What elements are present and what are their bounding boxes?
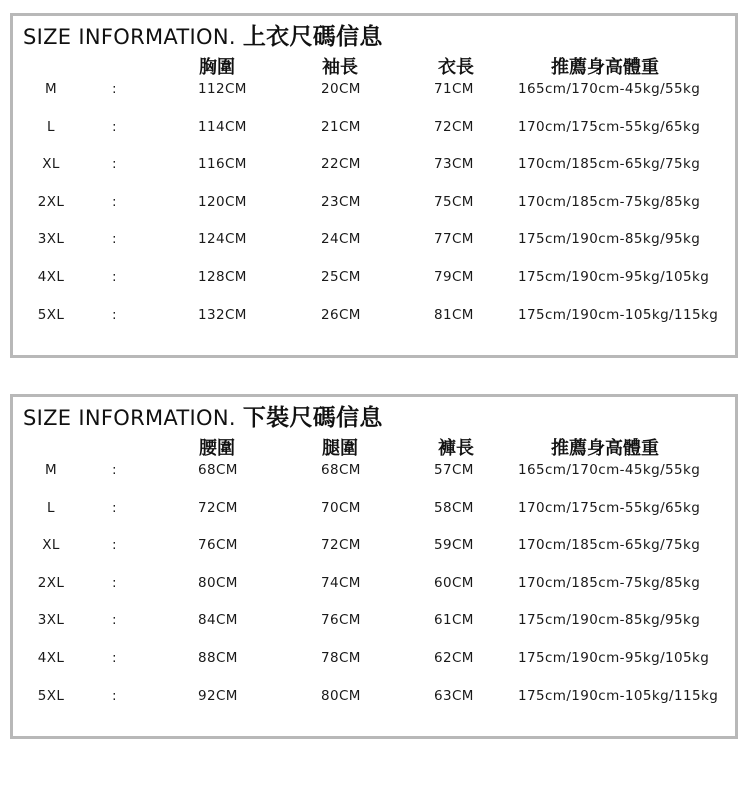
chest-value: 112CM xyxy=(198,81,247,97)
length-value: 60CM xyxy=(434,574,474,591)
table-row xyxy=(13,535,735,573)
bottoms-header-waist: 腰圍 xyxy=(199,438,235,459)
table-row xyxy=(13,79,735,117)
length-value: 61CM xyxy=(434,612,474,629)
separator: : xyxy=(112,462,117,478)
separator: : xyxy=(112,574,117,591)
chest-value: 116CM xyxy=(198,156,247,173)
length-value: 77CM xyxy=(434,231,474,248)
tops-header-length: 衣長 xyxy=(438,57,474,78)
recommendation-value: 170cm/175cm-55kg/65kg xyxy=(518,499,701,516)
bottoms-header-thigh: 腿圍 xyxy=(322,438,358,459)
table-row xyxy=(13,305,735,343)
bottoms-title-en: SIZE INFORMATION. xyxy=(23,406,236,430)
bottoms-size-table xyxy=(13,460,735,723)
recommendation-value: 175cm/190cm-95kg/105kg xyxy=(518,649,710,666)
sleeve-value: 21CM xyxy=(321,118,361,135)
length-value: 75CM xyxy=(434,193,474,210)
thigh-value: 74CM xyxy=(321,574,361,591)
separator: : xyxy=(112,687,117,704)
recommendation-value: 170cm/185cm-75kg/85kg xyxy=(518,574,701,591)
table-row xyxy=(13,648,735,686)
tops-title-cn: 上衣尺碼信息 xyxy=(242,24,383,50)
table-row xyxy=(13,192,735,230)
sleeve-value: 23CM xyxy=(321,193,361,210)
thigh-value: 68CM xyxy=(321,462,361,478)
table-row xyxy=(13,267,735,305)
size-label: 2XL xyxy=(37,193,65,210)
separator: : xyxy=(112,268,117,285)
recommendation-value: 175cm/190cm-105kg/115kg xyxy=(518,306,719,323)
waist-value: 76CM xyxy=(198,537,238,554)
waist-value: 88CM xyxy=(198,649,238,666)
size-label: 4XL xyxy=(37,649,65,666)
sleeve-value: 20CM xyxy=(321,81,361,97)
recommendation-value: 170cm/185cm-75kg/85kg xyxy=(518,193,701,210)
size-label: XL xyxy=(42,156,60,173)
tops-header-recommendation: 推薦身高體重 xyxy=(551,57,659,78)
bottoms-header-recommendation: 推薦身高體重 xyxy=(551,438,659,459)
bottoms-size-panel xyxy=(10,394,738,739)
thigh-value: 76CM xyxy=(321,612,361,629)
thigh-value: 80CM xyxy=(321,687,361,704)
waist-value: 72CM xyxy=(198,499,238,516)
size-label: 5XL xyxy=(37,687,65,704)
separator: : xyxy=(112,537,117,554)
bottoms-header-length: 褲長 xyxy=(438,438,474,459)
length-value: 62CM xyxy=(434,649,474,666)
table-row xyxy=(13,573,735,611)
size-label: L xyxy=(47,499,55,516)
separator: : xyxy=(112,499,117,516)
table-row xyxy=(13,498,735,536)
size-label: XL xyxy=(42,537,60,554)
recommendation-value: 165cm/170cm-45kg/55kg xyxy=(518,462,701,478)
size-label: M xyxy=(44,81,58,97)
sleeve-value: 24CM xyxy=(321,231,361,248)
table-row xyxy=(13,610,735,648)
table-row xyxy=(13,686,735,724)
table-row xyxy=(13,117,735,155)
size-label: M xyxy=(44,462,58,478)
separator: : xyxy=(112,118,117,135)
chest-value: 132CM xyxy=(198,306,247,323)
tops-title xyxy=(23,22,383,52)
separator: : xyxy=(112,649,117,666)
length-value: 71CM xyxy=(434,81,474,97)
length-value: 63CM xyxy=(434,687,474,704)
recommendation-value: 175cm/190cm-85kg/95kg xyxy=(518,612,701,629)
recommendation-value: 175cm/190cm-85kg/95kg xyxy=(518,231,701,248)
size-label: 3XL xyxy=(37,612,65,629)
bottoms-title-cn: 下裝尺碼信息 xyxy=(242,405,383,431)
table-row xyxy=(13,154,735,192)
table-row xyxy=(13,460,735,498)
tops-size-table xyxy=(13,79,735,342)
length-value: 73CM xyxy=(434,156,474,173)
sleeve-value: 25CM xyxy=(321,268,361,285)
size-label: 3XL xyxy=(37,231,65,248)
separator: : xyxy=(112,156,117,173)
thigh-value: 78CM xyxy=(321,649,361,666)
length-value: 58CM xyxy=(434,499,474,516)
separator: : xyxy=(112,612,117,629)
size-label: 5XL xyxy=(37,306,65,323)
chest-value: 120CM xyxy=(198,193,247,210)
recommendation-value: 170cm/175cm-55kg/65kg xyxy=(518,118,701,135)
sleeve-value: 22CM xyxy=(321,156,361,173)
size-label: L xyxy=(47,118,55,135)
separator: : xyxy=(112,306,117,323)
waist-value: 80CM xyxy=(198,574,238,591)
tops-title-en: SIZE INFORMATION. xyxy=(23,25,236,49)
waist-value: 84CM xyxy=(198,612,238,629)
separator: : xyxy=(112,231,117,248)
waist-value: 92CM xyxy=(198,687,238,704)
recommendation-value: 170cm/185cm-65kg/75kg xyxy=(518,537,701,554)
recommendation-value: 175cm/190cm-105kg/115kg xyxy=(518,687,719,704)
recommendation-value: 170cm/185cm-65kg/75kg xyxy=(518,156,701,173)
length-value: 72CM xyxy=(434,118,474,135)
recommendation-value: 175cm/190cm-95kg/105kg xyxy=(518,268,710,285)
bottoms-title xyxy=(23,403,383,433)
tops-size-panel xyxy=(10,13,738,358)
chest-value: 128CM xyxy=(198,268,247,285)
chest-value: 114CM xyxy=(198,118,247,135)
waist-value: 68CM xyxy=(198,462,238,478)
recommendation-value: 165cm/170cm-45kg/55kg xyxy=(518,81,701,97)
size-label: 4XL xyxy=(37,268,65,285)
length-value: 59CM xyxy=(434,537,474,554)
size-label: 2XL xyxy=(37,574,65,591)
table-row xyxy=(13,229,735,267)
length-value: 79CM xyxy=(434,268,474,285)
thigh-value: 72CM xyxy=(321,537,361,554)
chest-value: 124CM xyxy=(198,231,247,248)
separator: : xyxy=(112,193,117,210)
length-value: 57CM xyxy=(434,462,474,478)
sleeve-value: 26CM xyxy=(321,306,361,323)
tops-header-sleeve: 袖長 xyxy=(322,57,358,78)
tops-header-chest: 胸圍 xyxy=(199,57,235,78)
thigh-value: 70CM xyxy=(321,499,361,516)
separator: : xyxy=(112,81,117,97)
length-value: 81CM xyxy=(434,306,474,323)
